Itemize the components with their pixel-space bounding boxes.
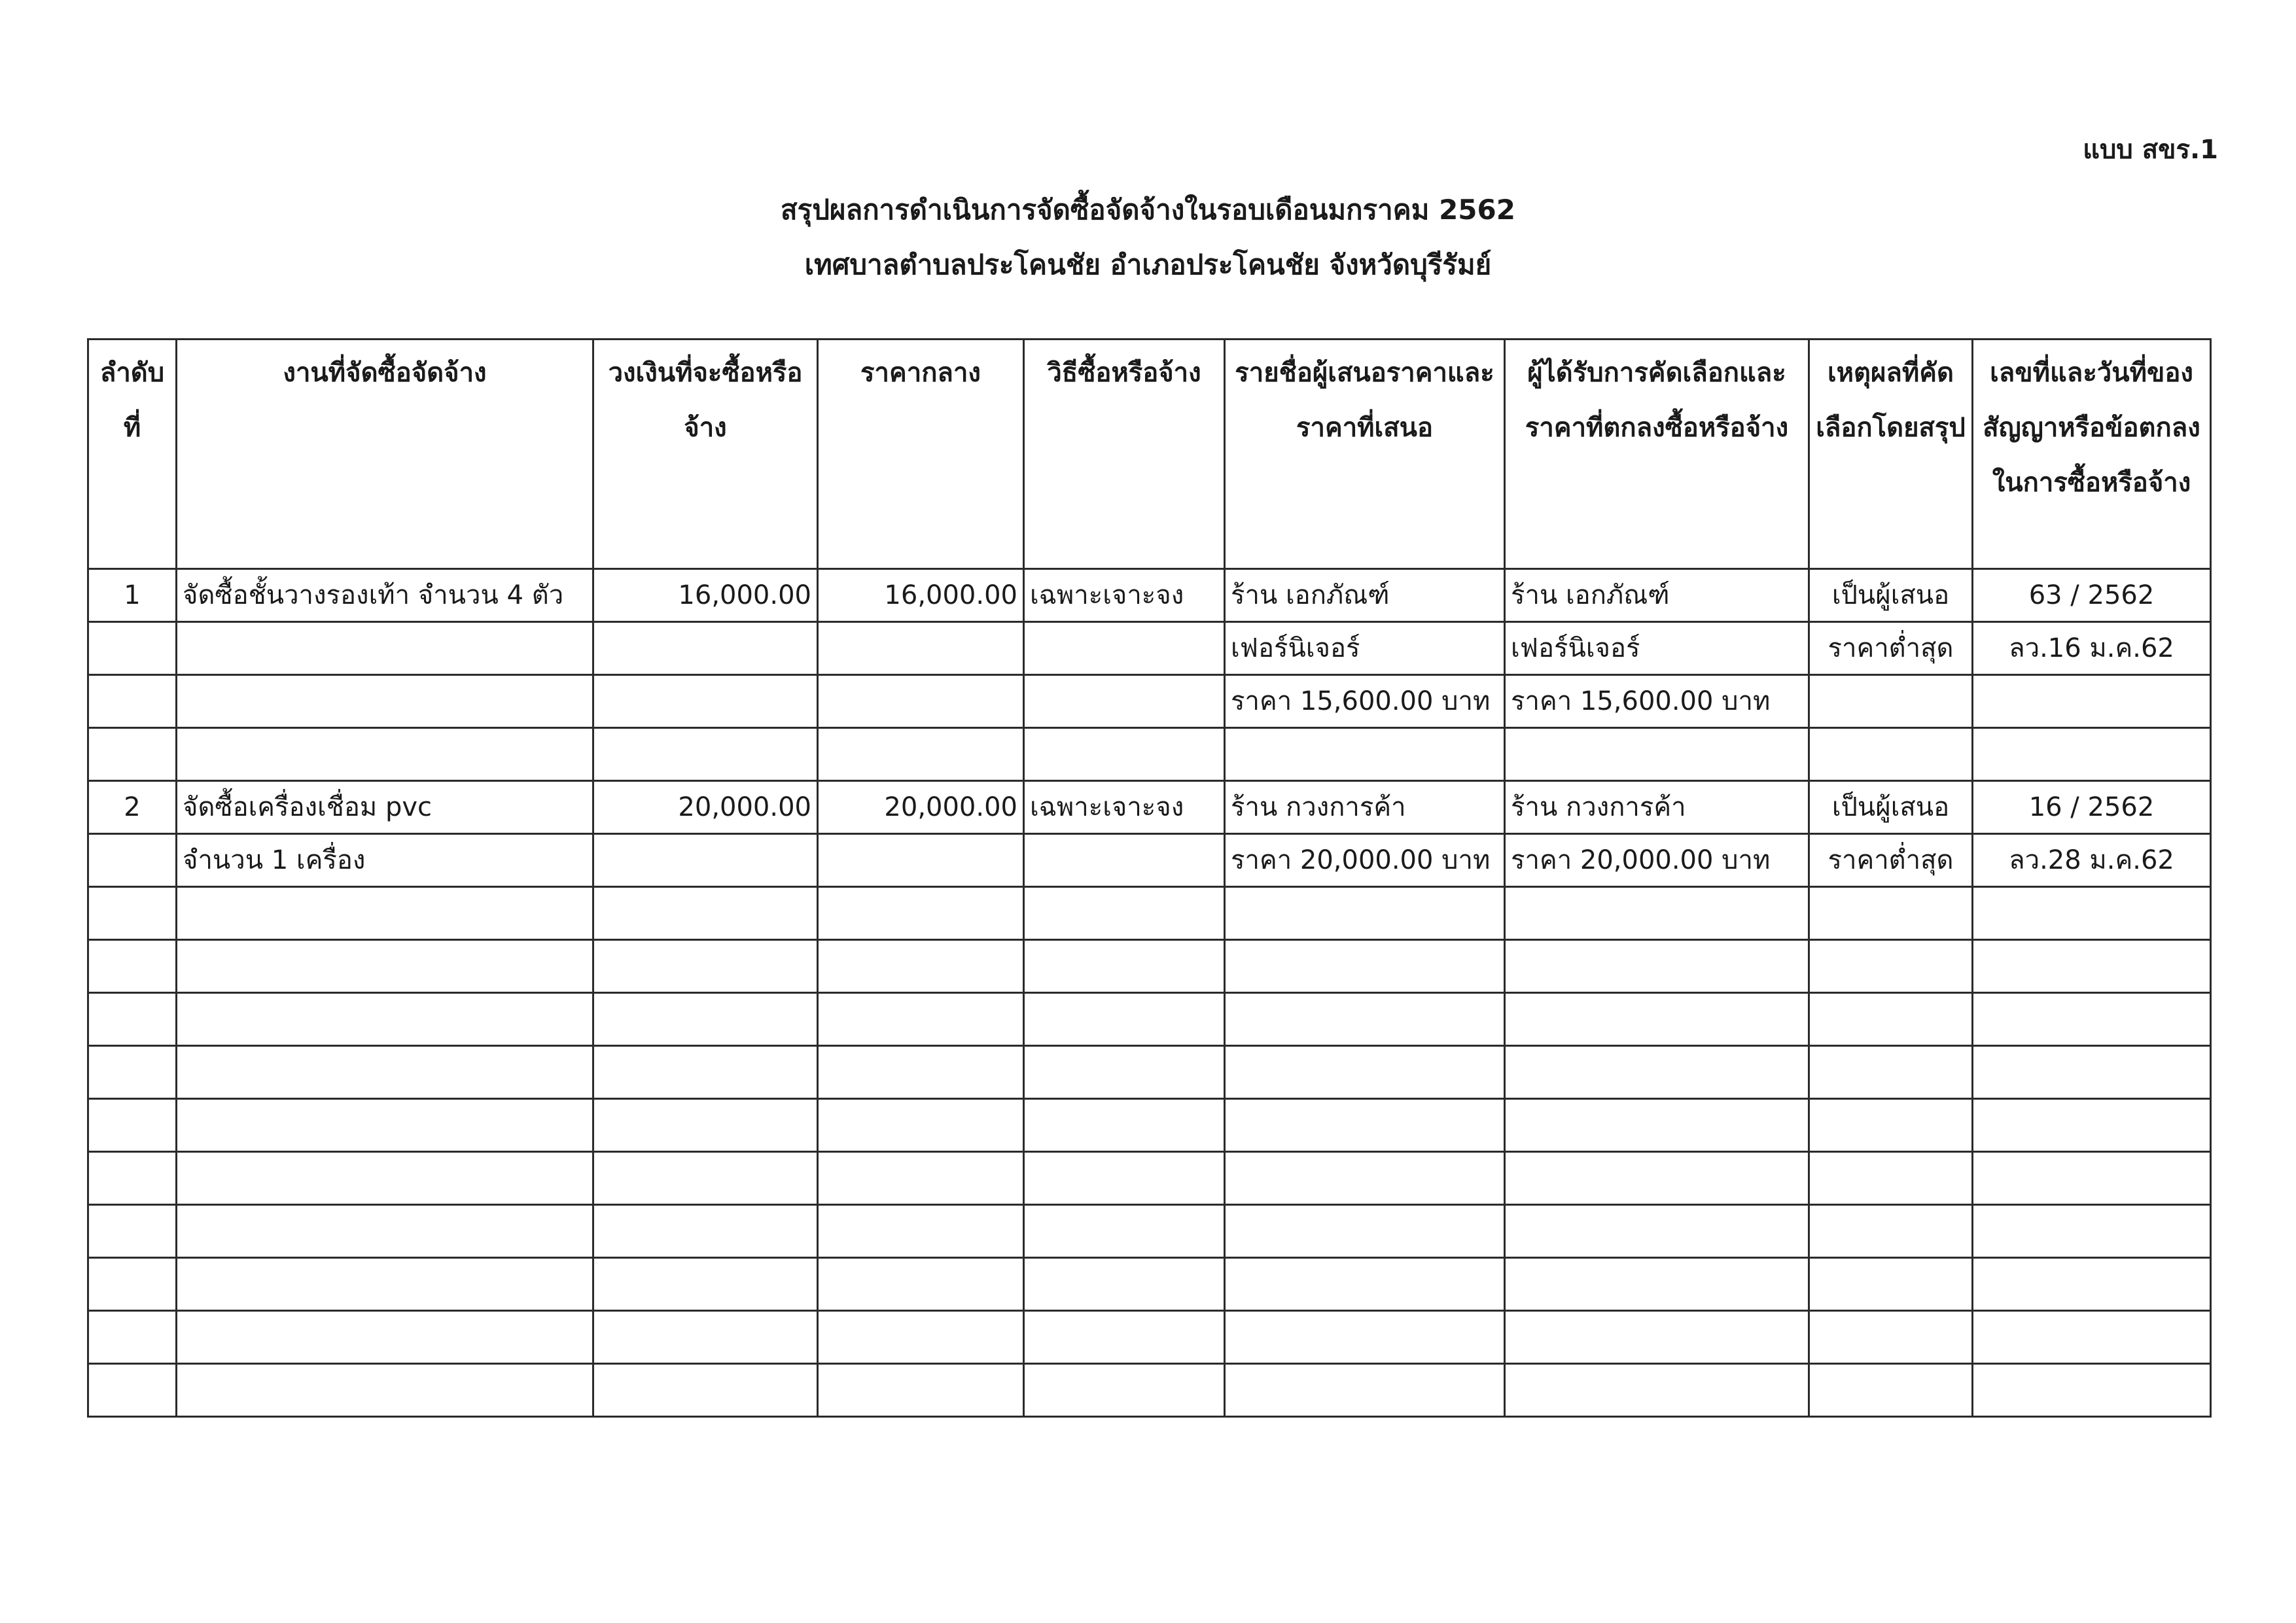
table-cell [1024,1364,1225,1417]
table-row [88,1152,2211,1205]
column-header: วงเงินที่จะซื้อหรือจ้าง [593,340,818,569]
table-cell: ราคา 15,600.00 บาท [1505,675,1809,728]
table-cell [593,834,818,887]
table-cell [177,1258,593,1311]
table-cell [1024,728,1225,781]
table-cell [177,622,593,675]
table-cell [1024,622,1225,675]
table-cell [88,993,177,1046]
table-cell [818,1311,1024,1364]
table-cell [88,1311,177,1364]
table-cell [1024,940,1225,993]
table-cell: จัดซื้อชั้นวางรองเท้า จำนวน 4 ตัว [177,569,593,622]
table-cell [1225,1099,1505,1152]
table-cell [88,728,177,781]
table-cell [1809,1205,1973,1258]
column-header: เลขที่และวันที่ของสัญญาหรือข้อตกลงในการซื้อหรือจ้าง [1973,340,2211,569]
table-cell: 16,000.00 [593,569,818,622]
table-cell [593,675,818,728]
table-row [88,1364,2211,1417]
table-cell [177,1364,593,1417]
table-cell [1809,1046,1973,1099]
table-cell [1973,993,2211,1046]
table-cell [88,1364,177,1417]
table-cell [593,887,818,940]
table-cell [1024,993,1225,1046]
table-row [88,1046,2211,1099]
table-cell [1973,675,2211,728]
table-cell [88,887,177,940]
table-cell [88,622,177,675]
table-cell [1505,1046,1809,1099]
table-cell [1024,1258,1225,1311]
table-cell [88,834,177,887]
table-cell [593,1258,818,1311]
table-cell [1505,1099,1809,1152]
table-cell: จำนวน 1 เครื่อง [177,834,593,887]
table-cell [1505,1152,1809,1205]
table-cell [593,728,818,781]
table-cell [177,728,593,781]
table-cell: 63 / 2562 [1973,569,2211,622]
table-cell: ร้าน เอกภัณฑ์ [1505,569,1809,622]
table-cell [177,940,593,993]
table-cell: 20,000.00 [818,781,1024,834]
table-cell [1225,1364,1505,1417]
table-cell [88,940,177,993]
table-cell [1809,1311,1973,1364]
table-row [88,940,2211,993]
table-cell [593,1046,818,1099]
table-row [88,887,2211,940]
table-cell: ลว.28 ม.ค.62 [1973,834,2211,887]
table-cell [1505,993,1809,1046]
column-header: ราคากลาง [818,340,1024,569]
table-cell [1225,1205,1505,1258]
procurement-summary-table [87,338,2212,1418]
table-row [88,1099,2211,1152]
table-cell: ร้าน เอกภัณฑ์ [1225,569,1505,622]
table-cell [177,675,593,728]
table-cell [1973,1099,2211,1152]
table-cell [1225,1046,1505,1099]
table-cell [177,1099,593,1152]
table-cell: เฉพาะเจาะจง [1024,569,1225,622]
table-cell [1973,1364,2211,1417]
table-cell: ราคา 20,000.00 บาท [1505,834,1809,887]
table-cell: ลว.16 ม.ค.62 [1973,622,2211,675]
table-cell [1809,728,1973,781]
table-cell [88,1205,177,1258]
table-cell [1505,1258,1809,1311]
table-cell [593,1152,818,1205]
table-cell: ราคา 15,600.00 บาท [1225,675,1505,728]
table-cell [1225,887,1505,940]
table-cell [1809,993,1973,1046]
table-cell [1024,675,1225,728]
table-cell [1973,940,2211,993]
table-cell: 1 [88,569,177,622]
table-cell: 2 [88,781,177,834]
table-cell [1225,940,1505,993]
table-cell [177,1205,593,1258]
table-cell [1225,1152,1505,1205]
table-row [88,834,2211,887]
table-cell: เฟอร์นิเจอร์ [1225,622,1505,675]
column-header: งานที่จัดซื้อจัดจ้าง [177,340,593,569]
table-cell [818,1258,1024,1311]
table-row [88,993,2211,1046]
table-cell [593,940,818,993]
table-row [88,1311,2211,1364]
table-cell [1809,1152,1973,1205]
table-cell [818,1152,1024,1205]
table-cell [1505,1364,1809,1417]
table-cell [177,1311,593,1364]
table-cell [818,887,1024,940]
table-cell [1024,1311,1225,1364]
table-cell [818,834,1024,887]
table-cell [593,1311,818,1364]
table-row [88,622,2211,675]
table-cell [1024,1099,1225,1152]
table-cell [1973,1258,2211,1311]
table-cell [818,1364,1024,1417]
table-cell: ร้าน กวงการค้า [1505,781,1809,834]
table-cell [88,675,177,728]
table-cell [1973,1205,2211,1258]
table-cell [1225,728,1505,781]
table-cell [818,1046,1024,1099]
table-cell [1809,1364,1973,1417]
table-row [88,1258,2211,1311]
table-cell [818,622,1024,675]
table-cell [1973,887,2211,940]
table-cell: ราคาต่ำสุด [1809,834,1973,887]
table-cell [1024,834,1225,887]
table-cell [1973,728,2211,781]
table-cell [1809,940,1973,993]
table-row [88,781,2211,834]
table-cell: ราคาต่ำสุด [1809,622,1973,675]
table-cell [1809,1258,1973,1311]
form-code: แบบ สขร.1 [2083,135,2218,165]
table-row [88,728,2211,781]
table-cell [818,1205,1024,1258]
table-cell [88,1258,177,1311]
table-cell: ราคา 20,000.00 บาท [1225,834,1505,887]
table-cell [177,887,593,940]
table-cell [818,675,1024,728]
table-cell [1505,887,1809,940]
table-cell [1809,887,1973,940]
table-header-row [88,340,2211,569]
column-header: เหตุผลที่คัดเลือกโดยสรุป [1809,340,1973,569]
table-row [88,569,2211,622]
table-cell [88,1152,177,1205]
column-header: รายชื่อผู้เสนอราคาและราคาที่เสนอ [1225,340,1505,569]
table-cell [177,1152,593,1205]
table-cell: 20,000.00 [593,781,818,834]
organization-subtitle: เทศบาลตำบลประโคนชัย อำเภอประโคนชัย จังหวัดบุรีรัมย์ [804,249,1492,281]
table-cell: เฉพาะเจาะจง [1024,781,1225,834]
table-cell [88,1046,177,1099]
table-cell: 16,000.00 [818,569,1024,622]
table-cell: 16 / 2562 [1973,781,2211,834]
table-cell [1024,1046,1225,1099]
table-cell [1505,728,1809,781]
table-cell [1505,940,1809,993]
table-cell [1973,1152,2211,1205]
table-cell [593,1364,818,1417]
table-cell [1973,1311,2211,1364]
table-cell [1809,675,1973,728]
table-cell [1505,1311,1809,1364]
document-title: สรุปผลการดำเนินการจัดซื้อจัดจ้างในรอบเดือนมกราคม 2562 [781,194,1515,226]
table-cell [1225,1258,1505,1311]
table-row [88,1205,2211,1258]
table-cell [818,940,1024,993]
table-cell [1024,887,1225,940]
table-cell: ร้าน กวงการค้า [1225,781,1505,834]
table-cell [1024,1205,1225,1258]
table-cell [593,1205,818,1258]
table-cell [1973,1046,2211,1099]
column-header: วิธีซื้อหรือจ้าง [1024,340,1225,569]
table-cell: เป็นผู้เสนอ [1809,781,1973,834]
table-cell: จัดซื้อเครื่องเชื่อม pvc [177,781,593,834]
table-cell [593,993,818,1046]
table-cell [818,993,1024,1046]
table-cell [1809,1099,1973,1152]
table-cell: เฟอร์นิเจอร์ [1505,622,1809,675]
table-cell: เป็นผู้เสนอ [1809,569,1973,622]
table-cell [177,993,593,1046]
column-header: ผู้ได้รับการคัดเลือกและราคาที่ตกลงซื้อหรือจ้าง [1505,340,1809,569]
table-cell [818,1099,1024,1152]
table-cell [1225,993,1505,1046]
table-cell [88,1099,177,1152]
table-cell [593,1099,818,1152]
table-cell [1024,1152,1225,1205]
table-cell [177,1046,593,1099]
table-cell [818,728,1024,781]
table-row [88,675,2211,728]
table-cell [593,622,818,675]
column-header: ลำดับที่ [88,340,177,569]
table-cell [1505,1205,1809,1258]
table-cell [1225,1311,1505,1364]
